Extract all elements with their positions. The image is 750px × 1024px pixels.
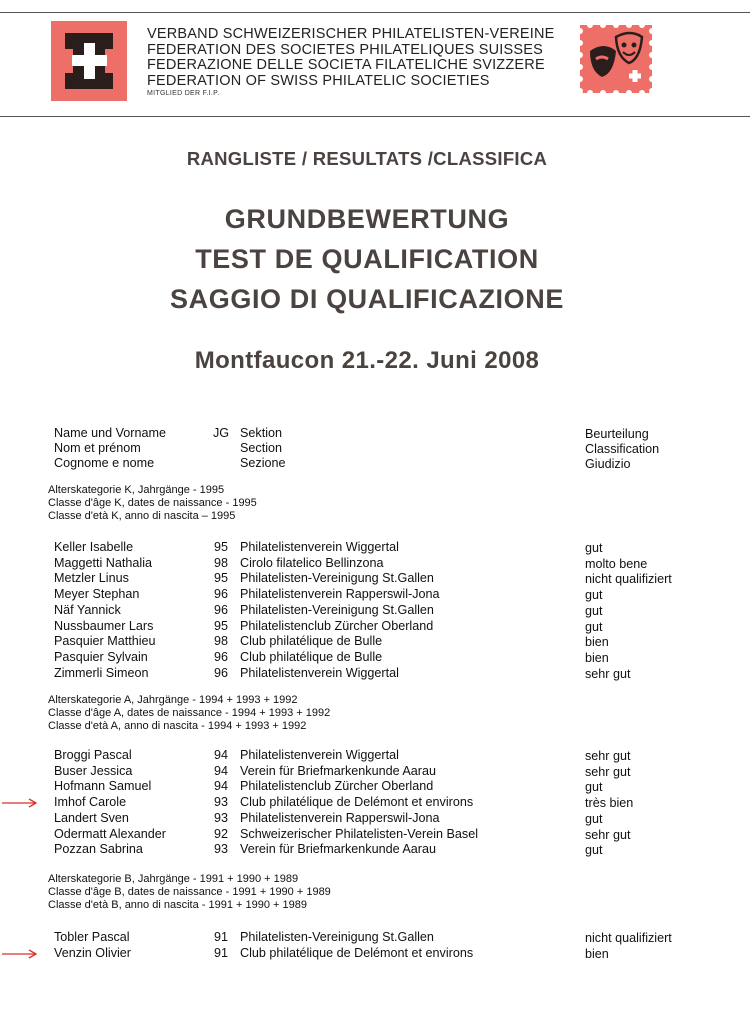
birth-year: 94 xyxy=(214,748,229,762)
birth-year: 96 xyxy=(214,602,229,617)
place-date: Montfaucon 21.-22. Juni 2008 xyxy=(194,347,540,374)
birth-year: 94 xyxy=(214,779,229,794)
participant-name: Meyer Stephan xyxy=(54,587,140,602)
col-rating-it: Giudizio xyxy=(585,457,631,471)
participant-name: Odermatt Alexander xyxy=(54,826,167,841)
rating: bien xyxy=(585,946,609,961)
section-name: Philatelistenverein Wiggertal xyxy=(240,540,399,554)
col-section-de: Sektion xyxy=(240,426,283,440)
category-label: Alterskategorie A, Jahrgänge - 1994 + 1993 + 1992 xyxy=(48,694,298,706)
birth-year: 91 xyxy=(214,930,229,944)
participant-name: Imhof Carole xyxy=(54,795,127,810)
participant-name: Nussbaumer Lars xyxy=(54,618,154,633)
section-name: Club philatélique de Bulle xyxy=(240,634,383,649)
title-line-de: GRUNDBEWERTUNG xyxy=(224,204,510,234)
category-label: Classe d'âge A, dates de naissance - 1994 + 1993 + 1992 xyxy=(48,707,331,719)
col-name-de: Name und Vorname xyxy=(54,426,167,440)
rating: gut xyxy=(585,843,603,858)
section-name: Club philatélique de Delémont et environs xyxy=(240,945,474,960)
rating: sehr gut xyxy=(585,827,631,842)
col-year: JG xyxy=(213,426,230,440)
org-name-fr: FEDERATION DES SOCIETES PHILATELIQUES SUISSES xyxy=(147,41,544,58)
participant-name: Pozzan Sabrina xyxy=(54,842,143,857)
section-name: Philatelistenverein Wiggertal xyxy=(240,665,399,680)
stamp-masks-logo-icon xyxy=(576,21,656,97)
federation-header xyxy=(147,27,555,98)
rating: molto bene xyxy=(585,556,648,571)
birth-year: 91 xyxy=(214,945,229,960)
participant-name: Hofmann Samuel xyxy=(54,779,152,794)
birth-year: 95 xyxy=(214,571,229,586)
col-name-fr: Nom et prénom xyxy=(54,441,141,455)
section-name: Philatelistenverein Rapperswil-Jona xyxy=(240,587,440,602)
rating: bien xyxy=(585,650,609,665)
col-rating-de: Beurteilung xyxy=(585,427,649,441)
category-label: Alterskategorie K, Jahrgänge - 1995 xyxy=(48,484,225,496)
birth-year: 98 xyxy=(214,634,229,649)
category-label: Classe d'âge K, dates de naissance - 1995 xyxy=(48,497,257,509)
col-name-it: Cognome e nome xyxy=(54,456,155,470)
birth-year: 96 xyxy=(214,587,229,602)
org-name-en: FEDERATION OF SWISS PHILATELIC SOCIETIES xyxy=(147,72,490,89)
participant-name: Metzler Linus xyxy=(54,571,129,586)
section-name: Philatelistenclub Zürcher Oberland xyxy=(240,779,434,794)
section-name: Verein für Briefmarkenkunde Aarau xyxy=(240,763,437,778)
vsphv-logo-icon xyxy=(51,21,127,101)
participant-name: Maggetti Nathalia xyxy=(54,555,153,570)
rating: gut xyxy=(585,541,603,555)
category-label: Classe d'età A, anno di nascita - 1994 + 1993 + 1992 xyxy=(48,720,307,732)
header-rule xyxy=(0,116,750,117)
birth-year: 96 xyxy=(214,649,229,664)
birth-year: 95 xyxy=(214,618,229,633)
rating: sehr gut xyxy=(585,749,631,763)
participant-name: Pasquier Matthieu xyxy=(54,634,156,649)
rating: gut xyxy=(585,603,603,618)
rating: nicht qualifiziert xyxy=(585,931,672,945)
participant-name: Broggi Pascal xyxy=(54,748,132,762)
col-rating-fr: Classification xyxy=(585,442,660,456)
birth-year: 94 xyxy=(214,763,229,778)
section-name: Schweizerischer Philatelisten-Verein Basel xyxy=(240,826,478,841)
title-line-fr: TEST DE QUALIFICATION xyxy=(195,244,539,274)
col-section-it: Sezione xyxy=(240,456,286,470)
participant-name: Buser Jessica xyxy=(54,763,133,778)
section-name: Philatelisten-Vereinigung St.Gallen xyxy=(240,602,434,617)
section-name: Verein für Briefmarkenkunde Aarau xyxy=(240,842,437,857)
section-name: Cirolo filatelico Bellinzona xyxy=(240,555,384,570)
title-line-it: SAGGIO DI QUALIFICAZIONE xyxy=(170,284,564,314)
member-note: MITGLIED DER F.I.P. xyxy=(147,90,220,97)
birth-year: 96 xyxy=(214,665,229,680)
rating: nicht qualifiziert xyxy=(585,572,672,587)
org-name-it: FEDERAZIONE DELLE SOCIETA FILATELICHE SVIZZERE xyxy=(147,57,545,73)
participant-name: Näf Yannick xyxy=(54,602,121,617)
red-arrow-icon xyxy=(2,798,38,808)
rating: gut xyxy=(585,811,603,826)
red-arrow-icon xyxy=(2,949,38,959)
rating: gut xyxy=(585,780,603,795)
rating: sehr gut xyxy=(585,666,631,681)
category-label: Alterskategorie B, Jahrgänge - 1991 + 1990 + 1989 xyxy=(48,873,299,885)
category-label: Classe d'età B, anno di nascita - 1991 + 1990 + 1989 xyxy=(48,899,307,911)
rating: gut xyxy=(585,619,603,634)
birth-year: 92 xyxy=(214,826,229,841)
category-label: Classe d'età K, anno di nascita – 1995 xyxy=(48,510,236,522)
section-name: Philatelistenverein Wiggertal xyxy=(240,748,399,762)
section-name: Philatelisten-Vereinigung St.Gallen xyxy=(240,571,434,586)
col-section-fr: Section xyxy=(240,441,283,455)
top-rule xyxy=(0,12,750,13)
section-name: Philatelistenverein Rapperswil-Jona xyxy=(240,810,440,825)
results-subtitle: RANGLISTE / RESULTATS /CLASSIFICA xyxy=(186,148,548,169)
participant-name: Zimmerli Simeon xyxy=(54,665,149,680)
rating: sehr gut xyxy=(585,764,631,779)
rating: gut xyxy=(585,588,603,603)
section-name: Club philatélique de Delémont et environs xyxy=(240,795,474,810)
org-name-de: VERBAND SCHWEIZERISCHER PHILATELISTEN-VEREINE xyxy=(147,26,555,42)
participant-name: Keller Isabelle xyxy=(54,540,134,554)
birth-year: 95 xyxy=(214,540,229,554)
rating: très bien xyxy=(585,796,634,811)
rating: bien xyxy=(585,635,609,650)
section-name: Philatelistenclub Zürcher Oberland xyxy=(240,618,434,633)
birth-year: 93 xyxy=(214,842,229,857)
birth-year: 93 xyxy=(214,795,229,810)
birth-year: 98 xyxy=(214,555,229,570)
participant-name: Tobler Pascal xyxy=(54,930,130,944)
section-name: Philatelisten-Vereinigung St.Gallen xyxy=(240,930,434,944)
participant-name: Landert Sven xyxy=(54,810,129,825)
section-name: Club philatélique de Bulle xyxy=(240,649,383,664)
participant-name: Pasquier Sylvain xyxy=(54,649,148,664)
birth-year: 93 xyxy=(214,810,229,825)
category-label: Classe d'âge B, dates de naissance - 1991 + 1990 + 1989 xyxy=(48,886,331,898)
participant-name: Venzin Olivier xyxy=(54,945,131,960)
